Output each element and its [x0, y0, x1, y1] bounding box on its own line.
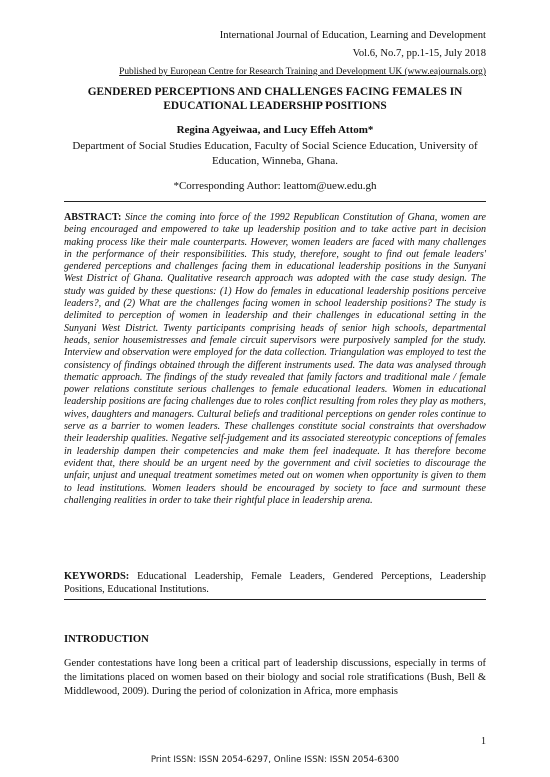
- paper-title: GENDERED PERCEPTIONS AND CHALLENGES FACING FEMALES IN EDUCATIONAL LEADERSHIP POSITIONS: [87, 86, 463, 112]
- abstract-label: ABSTRACT:: [64, 212, 122, 223]
- abstract-block: [64, 212, 486, 507]
- abstract-bottom-rule: [64, 599, 486, 600]
- volume-info: Vol.6, No.7, pp.1-15, July 2018: [352, 48, 486, 59]
- abstract-top-rule: [64, 201, 486, 202]
- keywords-text: Educational Leadership, Female Leaders, Gendered Perceptions, Leadership Positions, Educational Institutions.: [64, 571, 486, 595]
- paper-authors: Regina Agyeiwaa, and Lucy Effeh Attom*: [176, 124, 374, 136]
- corresponding-author: *Corresponding Author: leattom@uew.edu.gh: [173, 180, 377, 192]
- author-affiliation: Department of Social Studies Education, Faculty of Social Science Education, University of Education, Winneba, Ghana.: [72, 140, 478, 167]
- page-footer: Print ISSN: ISSN 2054-6297, Online ISSN: ISSN 2054-6300: [150, 755, 400, 765]
- page-number: 1: [481, 736, 486, 747]
- keywords-block: [64, 570, 486, 596]
- publisher-line: Published by European Centre for Research Training and Development UK (www.eajournals.org): [119, 67, 486, 77]
- journal-name: International Journal of Education, Learning and Development: [219, 30, 486, 41]
- abstract-text: Since the coming into force of the 1992 Republican Constitution of Ghana, women are being encouraged and empowered to take up leadership position and to take active part in decision making process like their male counterparts. However, women leaders are faced with many challenges in the performance of their responsibilities. This study, therefore, sought to find out female leaders' gendered perceptions and challenges facing them in educational leadership positions in the Sunyani West District of Ghana. Qualitative research approach was adopted with the case study design. The study was guided by these questions: (1) How do females in educational leadership positions perceive leaders?, and (2) What are the challenges facing women in school leadership positions? The study is delimited to perception of women in leadership and their challenges in educational setting in the Sunyani West District. Twenty participants comprising heads of senior high schools, departmental heads, senior housemistresses and female circuit supervisors were purposively sampled for the study. Interview and observation were employed for the data collection. Triangulation was employed to test the consistency of findings obtained through the different instruments used. The data was analysed through thematic approach. The findings of the study revealed that family factors and traditional male / female power relations constitute serious challenges to female educational leaders. Women in educational leadership positions are facing challenges due to roles conflict resulting from roles they play as mothers, wives, daughters and managers. Cultural beliefs and traditional perceptions on gender roles continue to serve as a barrier to women leaders. These challenges constitute social constraints that overshadow their leadership qualities. Negative self-judgement and its associated stereotypic conceptions of females in leadership dampen their competencies and make them feel inadequate. It has therefore become evident that, there should be an urgent need by the government and civil societies to discourage the unfair, unjust and unequal treatment sometimes meted out on women when opportunity is given to them to lead institutions. Women leaders should be encouraged by society to face and surmount these challenging realities in order to take their rightful place in leadership arena.: [64, 212, 486, 506]
- introduction-heading: INTRODUCTION: [64, 634, 149, 645]
- keywords-label: KEYWORDS:: [64, 571, 130, 582]
- introduction-text: Gender contestations have long been a critical part of leadership discussions, especially in terms of the limitations placed on women based on their biology and social role stratifications (Bush, Bell & Middlewood, 2009). During the period of colonization in Africa, more emphasis: [64, 658, 486, 697]
